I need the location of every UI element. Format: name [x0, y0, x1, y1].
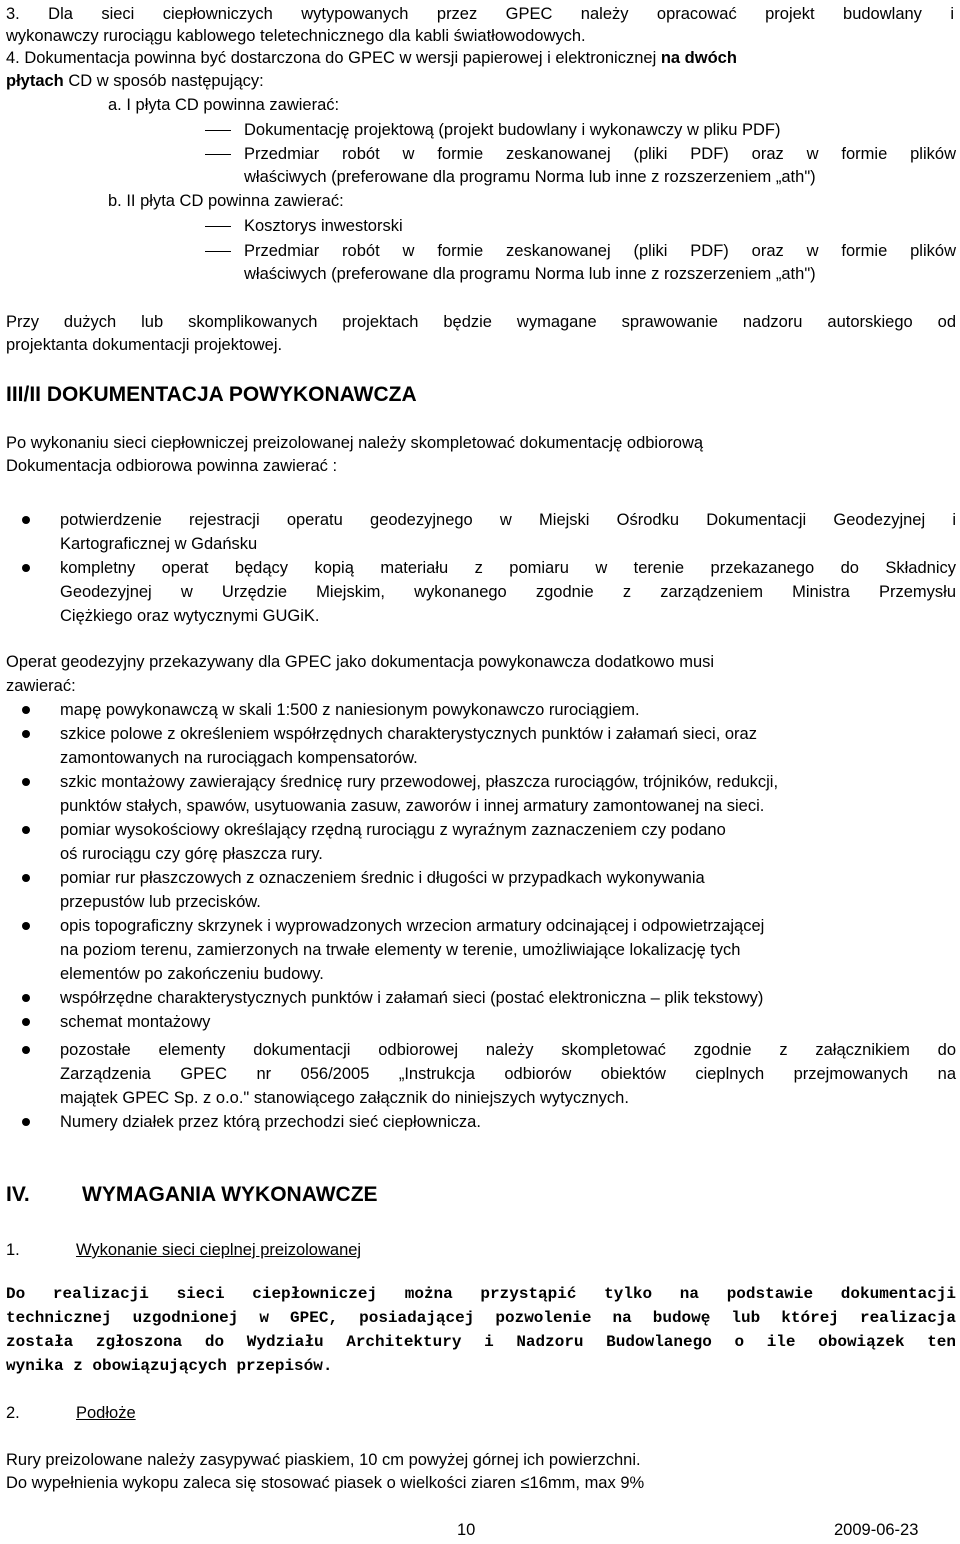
section-3-title: III/II DOKUMENTACJA POWYKONAWCZA — [6, 383, 417, 406]
dash-bullet — [205, 226, 231, 227]
requirement-line-2: technicznej uzgodnionej w GPEC, posiadającej pozwolenie na budowę lub której realizacja — [6, 1309, 956, 1327]
operat-line-1: Operat geodezyjny przekazywany dla GPEC jako dokumentacja powykonawcza dodatkowo musi — [6, 653, 715, 671]
bullet-dot — [22, 516, 30, 524]
operat-item-3-line-2: punktów stałych, spawów, usytuowania zasuw, zaworów i innej armatury zamontowanej na sieci. — [60, 797, 765, 815]
doc-item-1-line-1: potwierdzenie rejestracji operatu geodezyjnego w Miejski Ośrodku Dokumentacji Geodezyjnej i — [60, 511, 956, 529]
cd2-heading: b. II płyta CD powinna zawierać: — [108, 192, 344, 210]
section-3-intro-line-1: Po wykonaniu sieci ciepłowniczej preizolowanej należy skompletować dokumentację odbiorową — [6, 434, 704, 452]
item-4-text-2: CD w sposób następujący: — [63, 72, 264, 90]
footer-date: 2009-06-23 — [834, 1521, 919, 1539]
bullet-dot — [22, 826, 30, 834]
operat-item-9-line-1: pozostałe elementy dokumentacji odbiorowej należy skompletować zgodnie z załącznikiem do — [60, 1041, 956, 1059]
bullet-dot — [22, 564, 30, 572]
subsoil-line-1: Rury preizolowane należy zasypywać piaskiem, 10 cm powyżej górnej ich powierzchni. — [6, 1451, 641, 1469]
subsection-1-number: 1. — [6, 1241, 20, 1259]
item-4-bold: na dwóch — [660, 49, 737, 67]
dash-bullet — [205, 130, 231, 131]
requirement-line-1: Do realizacji sieci ciepłowniczej można przystąpić tylko na podstawie dokumentacji — [6, 1285, 956, 1303]
item-3-line-2: wykonawczy rurociągu kablowego teletechnicznego dla kabli światłowodowych. — [6, 27, 586, 45]
bullet-dot — [22, 994, 30, 1002]
bullet-dot — [22, 874, 30, 882]
dash-bullet — [205, 251, 231, 252]
bullet-dot — [22, 1118, 30, 1126]
operat-item-6-line-2: na poziom terenu, zamierzonych na trwałe elementy w terenie, umożliwiające lokalizację tych — [60, 941, 741, 959]
requirement-line-3: została zgłoszona do Wydziału Architektury i Nadzoru Budowlanego o ile obowiązek ten — [6, 1333, 956, 1351]
operat-item-5-line-2: przepustów lub przecisków. — [60, 893, 261, 911]
item-3-line-1: 3. Dla sieci ciepłowniczych wytypowanych przez GPEC należy opracować projekt budowlany i — [6, 5, 954, 23]
operat-item-5-line-1: pomiar rur płaszczowych z oznaczeniem średnic i długości w przypadkach wykonywania — [60, 869, 705, 887]
bullet-dot — [22, 922, 30, 930]
supervision-line-1: Przy dużych lub skomplikowanych projektach będzie wymagane sprawowanie nadzoru autorskiego od — [6, 313, 956, 331]
cd1-heading: a. I płyta CD powinna zawierać: — [108, 96, 340, 114]
item-4-text: 4. Dokumentacja powinna być dostarczona do GPEC w wersji papierowej i elektronicznej — [6, 49, 661, 67]
item-4-bold-2: płytach — [6, 72, 64, 90]
cd1-item-2-line-1: Przedmiar robót w formie zeskanowanej (pliki PDF) oraz w formie plików — [244, 145, 956, 163]
section-4-title: WYMAGANIA WYKONAWCZE — [82, 1183, 378, 1206]
operat-item-7: współrzędne charakterystycznych punktów i załamań sieci (postać elektroniczna – plik tekstowy) — [60, 989, 764, 1007]
cd2-item-2-line-2: właściwych (preferowane dla programu Norma lub inne z rozszerzeniem „ath") — [244, 265, 816, 283]
subsoil-line-2: Do wypełnienia wykopu zaleca się stosować piasek o wielkości ziaren ≤16mm, max 9% — [6, 1474, 645, 1492]
subsection-1-title: Wykonanie sieci cieplnej preizolowanej — [76, 1241, 362, 1259]
operat-line-2: zawierać: — [6, 677, 76, 695]
operat-item-9-line-3: majątek GPEC Sp. z o.o." stanowiącego załącznik do niniejszych wytycznych. — [60, 1089, 629, 1107]
operat-item-10: Numery działek przez którą przechodzi sieć ciepłownicza. — [60, 1113, 481, 1131]
cd1-item-2-line-2: właściwych (preferowane dla programu Norma lub inne z rozszerzeniem „ath") — [244, 168, 816, 186]
section-4-number: IV. — [6, 1183, 30, 1206]
cd2-item-2-line-1: Przedmiar robót w formie zeskanowanej (pliki PDF) oraz w formie plików — [244, 242, 956, 260]
bullet-dot — [22, 730, 30, 738]
doc-item-1-line-2: Kartograficznej w Gdańsku — [60, 535, 258, 553]
operat-item-6-line-3: elementów po zakończeniu budowy. — [60, 965, 324, 983]
operat-item-8: schemat montażowy — [60, 1013, 211, 1031]
dash-bullet — [205, 154, 231, 155]
operat-item-9-line-2: Zarządzenia GPEC nr 056/2005 „Instrukcja odbiorów obiektów cieplnych przejmowanych na — [60, 1065, 956, 1083]
cd2-item-1: Kosztorys inwestorski — [244, 217, 403, 235]
doc-item-2-line-2: Geodezyjnej w Urzędzie Miejskim, wykonanego zgodnie z zarządzeniem Ministra Przemysłu — [60, 583, 956, 601]
item-4-line-2 — [6, 71, 264, 91]
section-3-intro-line-2: Dokumentacja odbiorowa powinna zawierać : — [6, 457, 338, 475]
subsection-2-number: 2. — [6, 1404, 20, 1422]
operat-item-4-line-2: oś rurociągu czy górę płaszcza rury. — [60, 845, 323, 863]
operat-item-2-line-2: zamontowanych na rurociągach kompensatorów. — [60, 749, 418, 767]
operat-item-3-line-1: szkic montażowy zawierający średnicę rury przewodowej, płaszcza rurociągów, trójników, redukcji, — [60, 773, 779, 791]
supervision-line-2: projektanta dokumentacji projektowej. — [6, 336, 283, 354]
operat-item-2-line-1: szkice polowe z określeniem współrzędnych charakterystycznych punktów i załamań sieci, oraz — [60, 725, 757, 743]
item-4-line-1 — [6, 48, 737, 68]
operat-item-4-line-1: pomiar wysokościowy określający rzędną rurociągu z wyraźnym zaznaczeniem czy podano — [60, 821, 726, 839]
doc-item-2-line-1: kompletny operat będący kopią materiału z pomiaru w terenie przekazanego do Składnicy — [60, 559, 956, 577]
doc-item-2-line-3: Ciężkiego oraz wytycznymi GUGiK. — [60, 607, 320, 625]
page-number: 10 — [457, 1521, 476, 1539]
bullet-dot — [22, 706, 30, 714]
cd1-item-1: Dokumentację projektową (projekt budowlany i wykonawczy w pliku PDF) — [244, 121, 781, 139]
operat-item-6-line-1: opis topograficzny skrzynek i wyprowadzonych wrzecion armatury odcinającej i odpowietrzającej — [60, 917, 765, 935]
requirement-line-4: wynika z obowiązujących przepisów. — [6, 1357, 333, 1375]
bullet-dot — [22, 1046, 30, 1054]
bullet-dot — [22, 778, 30, 786]
bullet-dot — [22, 1018, 30, 1026]
operat-item-1: mapę powykonawczą w skali 1:500 z naniesionym powykonawczo rurociągiem. — [60, 701, 640, 719]
subsection-2-title: Podłoże — [76, 1404, 136, 1422]
